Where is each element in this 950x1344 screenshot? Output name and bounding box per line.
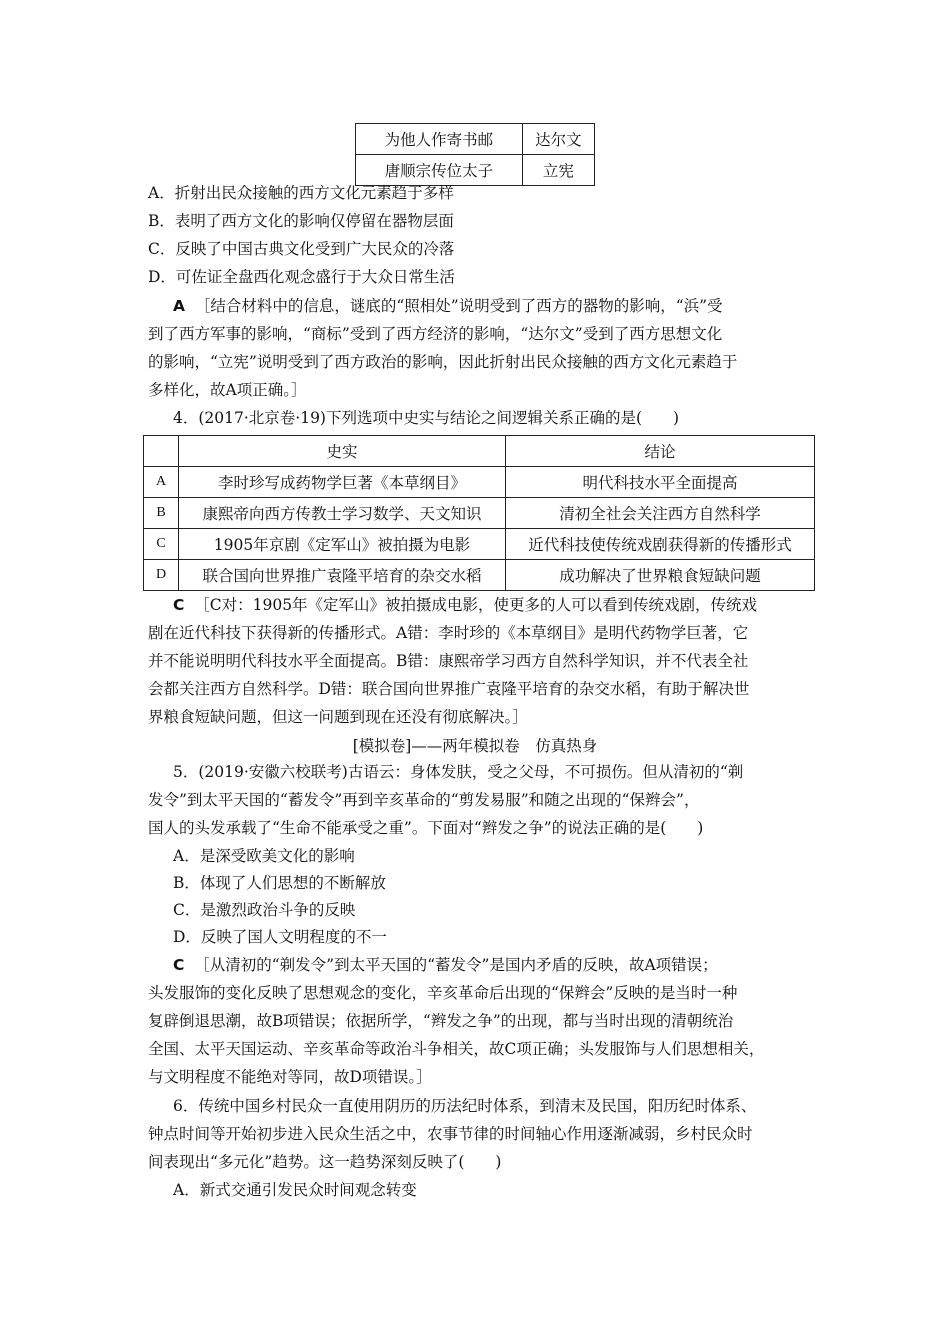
table-cell: 联合国向世界推广袁隆平培育的杂交水稻: [179, 560, 506, 591]
option-c: C．是激烈政治斗争的反映: [173, 901, 356, 919]
answer-explanation: A ［结合材料中的信息，谜底的“照相处”说明受到了西方的器物的影响，“浜”受: [173, 297, 723, 315]
explanation-line: 与文明程度不能绝对等同，故D项错误。］: [148, 1068, 432, 1086]
question-stem-line: 钟点时间等开始初步进入民众生活之中，农事节律的时间轴心作用逐渐减弱，乡村民众时: [148, 1125, 753, 1143]
question-stem-line: 间表现出“多元化”趋势。这一趋势深刻反映了( ): [148, 1153, 502, 1171]
table-row: [144, 467, 815, 498]
column-header: 史实: [179, 436, 506, 467]
question-stem: 5．(2019·安徽六校联考)古语云：身体发肤，受之父母，不可损伤。但从清初的“剃: [173, 763, 744, 781]
option-c: C．反映了中国古典文化受到广大民众的冷落: [148, 240, 455, 258]
table-cell: [144, 436, 179, 467]
answer-letter: C: [173, 956, 185, 974]
table-cell: 李时珍写成药物学巨著《本草纲目》: [179, 467, 506, 498]
explanation-line: 的影响，“立宪”说明受到了西方政治的影响，因此折射出民众接触的西方文化元素趋于: [148, 353, 738, 371]
table-cell: 成功解决了世界粮食短缺问题: [506, 560, 815, 591]
table-cell: 达尔文: [522, 124, 594, 155]
option-d: D．可佐证全盘西化观念盛行于大众日常生活: [148, 268, 455, 286]
answer-explanation: C ［从清初的“剃发令”到太平天国的“蓄发令”是国内矛盾的反映，故A项错误；: [173, 956, 718, 974]
option-b: B．体现了人们思想的不断解放: [173, 874, 386, 892]
section-title: [模拟卷]——两年模拟卷 仿真热身: [352, 737, 598, 755]
explanation-line: 界粮食短缺问题，但这一问题到现在还没有彻底解决。］: [148, 708, 528, 726]
table-row: [356, 124, 595, 155]
question-stem: 4．(2017·北京卷·19)下列选项中史实与结论之间逻辑关系正确的是( ): [173, 409, 680, 427]
answer-explanation: C ［C对：1905年《定军山》被拍摄成电影，使更多的人可以看到传统戏剧，传统戏: [173, 596, 758, 614]
table-cell: 立宪: [522, 155, 594, 186]
answer-letter: C: [173, 596, 185, 614]
table-row: [144, 498, 815, 529]
history-table: [143, 435, 815, 591]
table-cell: 唐顺宗传位太子: [356, 155, 523, 186]
column-header: 结论: [506, 436, 815, 467]
option-d: D．反映了国人文明程度的不一: [173, 928, 387, 946]
table-cell: 清初全社会关注西方自然科学: [506, 498, 815, 529]
option-a: A．是深受欧美文化的影响: [173, 847, 355, 865]
explanation-line: 多样化，故A项正确。］: [148, 381, 307, 399]
row-key: B: [144, 498, 179, 529]
explanation-line: 并不能说明明代科技水平全面提高。B错：康熙帝学习西方自然科学知识，并不代表全社: [148, 652, 749, 670]
table-cell: 近代科技使传统戏剧获得新的传播形式: [506, 529, 815, 560]
option-a: A．折射出民众接触的西方文化元素趋于多样: [148, 184, 454, 202]
explanation-line: 头发服饰的变化反映了思想观念的变化，辛亥革命后出现的“保辫会”反映的是当时一种: [148, 984, 738, 1002]
explanation-line: 复辟倒退思潮，故B项错误；依据所学，“辫发之争”的出现，都与当时出现的清朝统治: [148, 1012, 734, 1030]
question-stem: 6．传统中国乡村民众一直使用阴历的历法纪时体系，到清末及民国，阳历纪时体系、: [173, 1097, 757, 1115]
table-cell: 为他人作寄书邮: [356, 124, 523, 155]
option-b: B．表明了西方文化的影响仅停留在器物层面: [148, 212, 454, 230]
question-stem-line: 发令”到太平天国的“蓄发令”再到辛亥革命的“剪发易服”和随之出现的“保辫会”，: [148, 791, 700, 809]
riddle-table: [355, 123, 595, 186]
row-key: D: [144, 560, 179, 591]
table-cell: 明代科技水平全面提高: [506, 467, 815, 498]
row-key: C: [144, 529, 179, 560]
question-stem-line: 国人的头发承载了“生命不能承受之重”。下面对“辫发之争”的说法正确的是( ): [148, 819, 704, 837]
table-row: [144, 560, 815, 591]
explanation-line: 剧在近代科技下获得新的传播形式。A错：李时珍的《本草纲目》是明代药物学巨著，它: [148, 624, 749, 642]
answer-letter: A: [173, 297, 185, 315]
option-a: A．新式交通引发民众时间观念转变: [173, 1181, 417, 1199]
table-row: [144, 529, 815, 560]
explanation-line: 会都关注西方自然科学。D错：联合国向世界推广袁隆平培育的杂交水稻，有助于解决世: [148, 680, 750, 698]
table-cell: 1905年京剧《定军山》被拍摄为电影: [179, 529, 506, 560]
table-header-row: [144, 436, 815, 467]
table-cell: 康熙帝向西方传教士学习数学、天文知识: [179, 498, 506, 529]
row-key: A: [144, 467, 179, 498]
explanation-line: 到了西方军事的影响，“商标”受到了西方经济的影响，“达尔文”受到了西方思想文化: [148, 325, 723, 343]
explanation-line: 全国、太平天国运动、辛亥革命等政治斗争相关，故C项正确；头发服饰与人们思想相关，: [148, 1040, 765, 1058]
